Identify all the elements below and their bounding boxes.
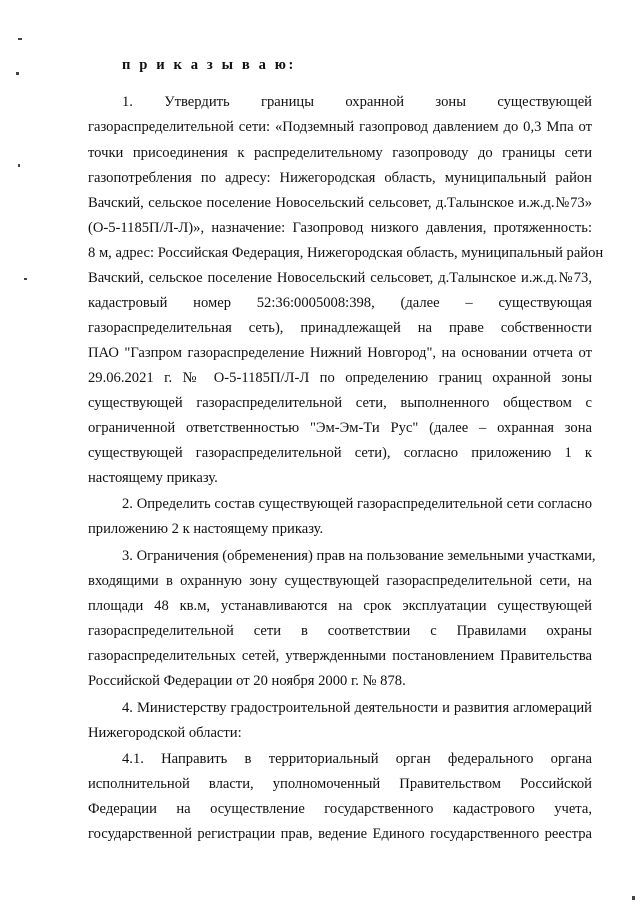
text-line: 4. Министерству градостроительной деятельности и развития агломераций: [122, 700, 592, 716]
scan-mark: [24, 278, 27, 280]
text-line: газораспределительная сеть), принадлежащей на праве собственности: [88, 320, 592, 336]
text-line: 1. Утвердить границы охранной зоны существующей: [122, 94, 592, 110]
text-line: газораспределительной сети: «Подземный газопровод давлением до 0,3 Мпа от: [88, 119, 592, 135]
text-line: ПАО "Газпром газораспределение Нижний Новгород", на основании отчета от: [88, 345, 592, 361]
text-line: кадастровый номер 52:36:0005008:398, (далее – существующая: [88, 295, 592, 311]
text-line: площади 48 кв.м, устанавливаются на срок эксплуатации существующей: [88, 598, 592, 614]
text-line: газопотребления по адресу: Нижегородская область, муниципальный район: [88, 170, 592, 186]
text-line: Нижегородской области:: [88, 725, 242, 741]
text-line: газораспределительной сети в соответствии с Правилами охраны: [88, 623, 592, 639]
scan-mark: [16, 72, 19, 75]
text-line: существующей газораспределительной сети), согласно приложению 1 к: [88, 445, 592, 461]
text-line: Вачский, сельское поселение Новосельский сельсовет, д.Талынское и.ж.д.№73»: [88, 195, 592, 211]
text-line: настоящему приказу.: [88, 470, 218, 486]
text-line: входящими в охранную зону существующей газораспределительной сети, на: [88, 573, 592, 589]
text-line: существующей газораспределительной сети, выполненного обществом с: [88, 395, 592, 411]
text-line: исполнительной власти, уполномоченный Правительством Российской: [88, 776, 592, 792]
text-line: 3. Ограничения (обременения) прав на пользование земельными участками,: [122, 548, 596, 564]
text-line: 29.06.2021 г. № О-5-1185П/Л-Л по определению границ охранной зоны: [88, 370, 592, 386]
text-line: ограниченной ответственностью "Эм-Эм-Ти Рус" (далее – охранная зона: [88, 420, 592, 436]
text-line: государственной регистрации прав, ведение Единого государственного реестра: [88, 826, 592, 842]
order-heading: п р и к а з ы в а ю:: [122, 57, 296, 73]
text-line: 2. Определить состав существующей газораспределительной сети согласно: [122, 496, 592, 512]
text-line: 8 м, адрес: Российская Федерация, Нижегородская область, муниципальный район: [88, 245, 604, 261]
text-line: Российской Федерации от 20 ноября 2000 г. № 878.: [88, 673, 406, 689]
text-line: газораспределительных сетей, утвержденными постановлением Правительства: [88, 648, 592, 664]
scan-mark: [632, 896, 635, 900]
scan-mark: [18, 38, 22, 40]
text-line: точки присоединения к распределительному газопроводу до границы сети: [88, 145, 592, 161]
text-line: Федерации на осуществление государственного кадастрового учета,: [88, 801, 592, 817]
text-line: приложению 2 к настоящему приказу.: [88, 521, 324, 537]
scan-mark: [18, 164, 20, 167]
text-line: 4.1. Направить в территориальный орган федерального органа: [122, 751, 592, 767]
text-line: Вачский, сельское поселение Новосельский сельсовет, д.Талынское и.ж.д.№73,: [88, 270, 592, 286]
text-line: (О-5-1185П/Л-Л)», назначение: Газопровод низкого давления, протяженность:: [88, 220, 592, 236]
